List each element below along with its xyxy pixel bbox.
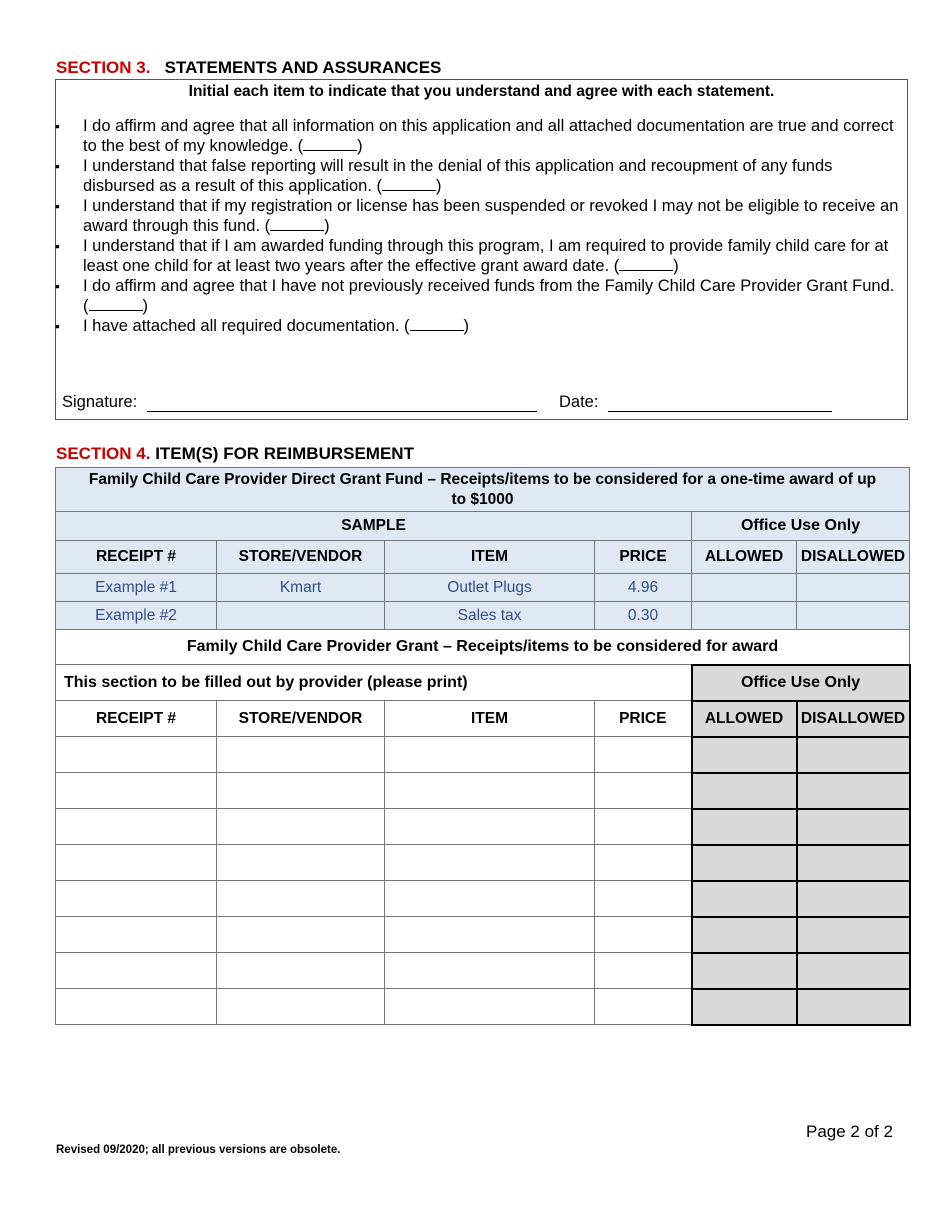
sample-label: SAMPLE [56, 512, 692, 541]
office-allowed-cell [692, 809, 797, 845]
office-use-label: Office Use Only [692, 512, 910, 541]
office-allowed-cell [692, 989, 797, 1025]
entry-row [56, 845, 910, 881]
entry-receipt-cell[interactable] [56, 881, 217, 917]
office-allowed-cell [692, 917, 797, 953]
table-row [56, 512, 910, 541]
office-allowed-cell [692, 845, 797, 881]
cell-disallowed [797, 602, 910, 630]
office-disallowed-cell [797, 917, 910, 953]
entry-item-cell[interactable] [385, 773, 595, 809]
statement-text: I do affirm and agree that I have not previously received funds from the Family Child Care Provider Grant Fund. ( [83, 277, 895, 315]
statement-item [56, 156, 901, 196]
col-receipt: RECEIPT # [56, 701, 217, 737]
entry-receipt-cell[interactable] [56, 845, 217, 881]
col-disallowed: DISALLOWED [797, 541, 910, 574]
statement-text: I have attached all required documentation. ( [83, 317, 410, 335]
section-3-title: STATEMENTS AND ASSURANCES [164, 58, 442, 77]
sample-row [56, 602, 910, 630]
col-vendor: STORE/VENDOR [217, 541, 385, 574]
col-allowed: ALLOWED [692, 541, 797, 574]
office-disallowed-cell [797, 881, 910, 917]
entry-receipt-cell[interactable] [56, 737, 217, 773]
office-disallowed-cell [797, 989, 910, 1025]
statements-instruction: Initial each item to indicate that you understand and agree with each statement. [188, 83, 775, 100]
entry-row [56, 737, 910, 773]
cell-disallowed [797, 574, 910, 602]
statement-item [56, 276, 901, 316]
entry-vendor-cell[interactable] [217, 953, 385, 989]
table-row [56, 701, 910, 737]
initial-blank[interactable] [89, 296, 143, 311]
initial-blank[interactable] [619, 256, 673, 271]
col-price: PRICE [595, 701, 692, 737]
entry-item-cell[interactable] [385, 989, 595, 1025]
statement-item [56, 196, 901, 236]
col-vendor: STORE/VENDOR [217, 701, 385, 737]
entry-row [56, 989, 910, 1025]
paren: ) [673, 257, 679, 275]
office-disallowed-cell [797, 953, 910, 989]
initial-blank[interactable] [270, 216, 324, 231]
office-disallowed-cell [797, 737, 910, 773]
table-row [56, 468, 910, 512]
office-use-label: Office Use Only [692, 665, 910, 701]
entry-price-cell[interactable] [595, 773, 692, 809]
cell-allowed [692, 574, 797, 602]
reimbursement-table [55, 467, 911, 1026]
section-3-number: SECTION 3. [56, 58, 151, 77]
entry-vendor-cell[interactable] [217, 917, 385, 953]
statement-item [56, 316, 901, 336]
entry-receipt-cell[interactable] [56, 809, 217, 845]
col-price: PRICE [595, 541, 692, 574]
table-row [56, 541, 910, 574]
paren: ) [436, 177, 442, 195]
col-disallowed: DISALLOWED [797, 701, 910, 737]
entry-price-cell[interactable] [595, 881, 692, 917]
entry-price-cell[interactable] [595, 953, 692, 989]
entry-receipt-cell[interactable] [56, 989, 217, 1025]
statement-text: I understand that if my registration or license has been suspended or revoked I may not be eligible to receive an award through this fund. ( [83, 197, 899, 235]
col-item: ITEM [385, 701, 595, 737]
cell-vendor [217, 602, 385, 630]
revision-note: Revised 09/2020; all previous versions are obsolete. [56, 1144, 341, 1156]
entry-item-cell[interactable] [385, 737, 595, 773]
section-3-heading [56, 58, 441, 78]
sample-table-title: Family Child Care Provider Direct Grant Fund – Receipts/items to be considered for a one-time award of up to $1000 [56, 468, 910, 512]
entry-item-cell[interactable] [385, 845, 595, 881]
statement-item [56, 236, 901, 276]
statement-item [56, 116, 901, 156]
provider-label: This section to be filled out by provider (please print) [56, 665, 692, 701]
entry-vendor-cell[interactable] [217, 737, 385, 773]
cell-price: 0.30 [595, 602, 692, 630]
statement-text: I do affirm and agree that all information on this application and all attached documentation are true and correct to the best of my knowledge. ( [83, 117, 894, 155]
entry-price-cell[interactable] [595, 845, 692, 881]
entry-price-cell[interactable] [595, 989, 692, 1025]
signature-label: Signature: [62, 393, 138, 411]
entry-vendor-cell[interactable] [217, 773, 385, 809]
office-allowed-cell [692, 737, 797, 773]
paren: ) [357, 137, 363, 155]
section-4-heading [56, 444, 414, 464]
office-allowed-cell [692, 953, 797, 989]
cell-receipt: Example #1 [56, 574, 217, 602]
entry-item-cell[interactable] [385, 917, 595, 953]
entry-price-cell[interactable] [595, 809, 692, 845]
initial-blank[interactable] [410, 316, 464, 331]
entry-row [56, 953, 910, 989]
table-row [56, 665, 910, 701]
entry-row [56, 917, 910, 953]
entry-vendor-cell[interactable] [217, 881, 385, 917]
entry-row [56, 809, 910, 845]
table-row [56, 630, 910, 665]
signature-line[interactable] [147, 411, 537, 412]
entry-vendor-cell[interactable] [217, 845, 385, 881]
award-table-title: Family Child Care Provider Grant – Receipts/items to be considered for award [56, 630, 910, 665]
statements-box [55, 79, 908, 420]
cell-item: Sales tax [385, 602, 595, 630]
cell-receipt: Example #2 [56, 602, 217, 630]
col-item: ITEM [385, 541, 595, 574]
office-allowed-cell [692, 773, 797, 809]
sample-row [56, 574, 910, 602]
entry-receipt-cell[interactable] [56, 773, 217, 809]
entry-row [56, 881, 910, 917]
col-receipt: RECEIPT # [56, 541, 217, 574]
statement-text: I understand that if I am awarded funding through this program, I am required to provide family child care for at least one child for at least two years after the effective grant award date. ( [83, 237, 889, 275]
cell-vendor: Kmart [217, 574, 385, 602]
entry-price-cell[interactable] [595, 917, 692, 953]
entry-row [56, 773, 910, 809]
cell-item: Outlet Plugs [385, 574, 595, 602]
statements-list [56, 116, 901, 336]
paren: ) [463, 317, 470, 335]
initial-blank[interactable] [303, 136, 357, 151]
initial-blank[interactable] [382, 176, 436, 191]
cell-price: 4.96 [595, 574, 692, 602]
date-line[interactable] [608, 411, 832, 412]
entry-item-cell[interactable] [385, 881, 595, 917]
date-label: Date: [559, 393, 599, 411]
office-disallowed-cell [797, 809, 910, 845]
statement-text: I understand that false reporting will result in the denial of this application and recoupment of any funds disbursed as a result of this application. ( [83, 157, 833, 195]
col-allowed: ALLOWED [692, 701, 797, 737]
entry-receipt-cell[interactable] [56, 953, 217, 989]
office-disallowed-cell [797, 845, 910, 881]
office-allowed-cell [692, 881, 797, 917]
entry-vendor-cell[interactable] [217, 989, 385, 1025]
entry-item-cell[interactable] [385, 953, 595, 989]
office-disallowed-cell [797, 773, 910, 809]
entry-price-cell[interactable] [595, 737, 692, 773]
paren: ) [142, 297, 148, 315]
entry-item-cell[interactable] [385, 809, 595, 845]
entry-vendor-cell[interactable] [217, 809, 385, 845]
cell-allowed [692, 602, 797, 630]
section-4-number: SECTION 4. [56, 444, 151, 463]
section-4-title: ITEM(S) FOR REIMBURSEMENT [155, 444, 414, 463]
entry-receipt-cell[interactable] [56, 917, 217, 953]
paren: ) [324, 217, 330, 235]
page-number: Page 2 of 2 [806, 1122, 893, 1141]
